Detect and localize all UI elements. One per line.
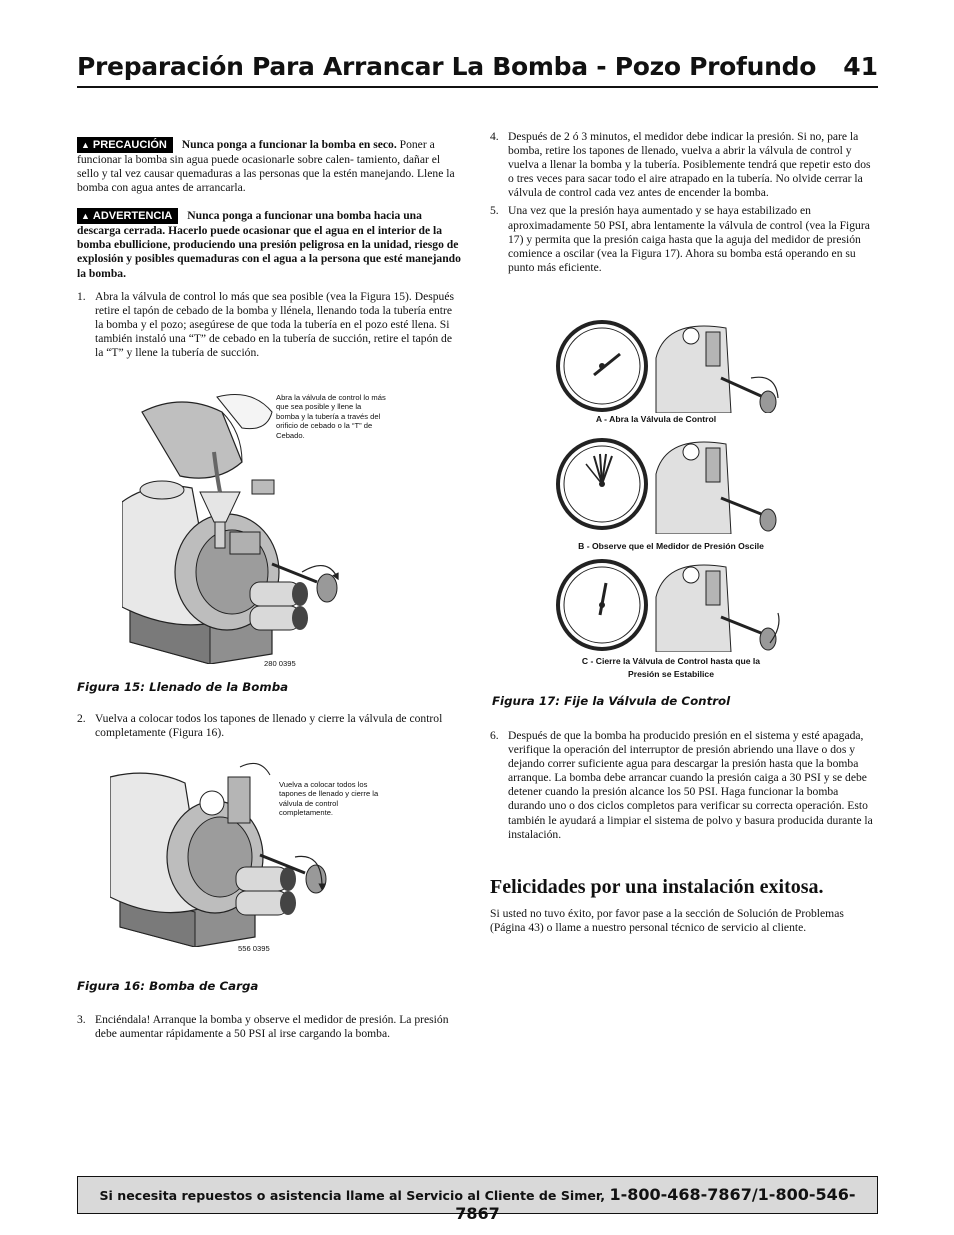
steps-list-2 — [77, 712, 463, 740]
steps-list-6 — [490, 729, 878, 842]
figure-17-panel-c — [556, 557, 786, 652]
figure-15-callout: Abra la válvula de control lo más que sea posible y llene la bomba y la tubería a través del orificio de cebado o la “T” de Cebado. — [276, 393, 386, 440]
steps-list-1 — [77, 290, 463, 360]
footer-text: Si necesita repuestos o asistencia llame al Servicio al Cliente de Simer, — [99, 1188, 610, 1203]
caution-badge: ▲ PRECAUCIÓN — [77, 137, 173, 153]
figure-15-caption: Figura 15: Llenado de la Bomba — [77, 680, 289, 694]
figure-17-label-b: B - Observe que el Medidor de Presión Oscile — [578, 541, 764, 551]
figure-15-part-number: 280 0395 — [264, 659, 296, 668]
success-text: Si usted no tuvo éxito, por favor pase a la sección de Solución de Problemas (Página 43) o llame a nuestro personal técnico de servicio al cliente. — [490, 907, 844, 935]
success-heading: Felicidades por una instalación exitosa. — [490, 876, 824, 898]
warning-text: Nunca ponga a funcionar una bomba hacia una descarga cerrada. Hacerlo puede ocasionar que el agua en el interior de la bomba ebullicione, produciendo una presión peligrosa en la unidad, riesgo de explosión y posibles quemaduras con el agua a la persona que esté manejando la bomba. — [77, 209, 461, 280]
warning-notice — [77, 208, 463, 280]
safety-notices — [77, 137, 463, 360]
step-3-block — [77, 1013, 463, 1041]
figure-17-label-a: A - Abra la Válvula de Control — [595, 414, 717, 424]
figure-16-caption: Figura 16: Bomba de Carga — [77, 979, 259, 993]
step-item: 2. Vuelva a colocar todos los tapones de llenado y cierre la válvula de control completamente (Figura 16). — [77, 712, 443, 740]
steps-list-3 — [77, 1013, 463, 1041]
page-number: 41 — [843, 52, 878, 81]
step-item: 4. Después de 2 ó 3 minutos, el medidor debe indicar la presión. Si no, pare la bomba, retire los tapones de llenado, vuelva a abrir la válvula de control y vuelva a llenar la bomba y la tubería. Posiblemente tendrá que repetir esto dos o tres veces para sacar todo el aire atrapado en la tubería. No olvide cerrar la válvula de control cada vez antes de encender la bomba. — [490, 130, 871, 200]
steps-4-5-block — [490, 130, 878, 275]
warning-triangle-icon: ▲ — [81, 211, 90, 222]
figure-17-caption: Figura 17: Fije la Válvula de Control — [492, 694, 731, 708]
step-item: 5. Una vez que la presión haya aumentado y se haya estabilizado en aproximadamente 50 PSI, abra lentamente la válvula de control (vea la Figura 17) y permita que la presión caiga hasta que la aguja del medidor de presión comience a oscilar (vea la Figura 17). Ahora su bomba está operando en su punto más eficiente. — [490, 204, 870, 274]
steps-list-4 — [490, 130, 878, 275]
warning-triangle-icon: ▲ — [81, 140, 90, 150]
step-item: 3. Enciéndala! Arranque la bomba y observe el medidor de presión. La presión debe aumentar rápidamente a 50 PSI al irse cargando la bomba. — [77, 1013, 449, 1041]
step-item: 6. Después de que la bomba ha producido presión en el sistema y esté apagada, verifique la operación del interruptor de presión abriendo una llave o dos y dejando correr suficiente agua para descargar la presión hasta que la bomba arranque. La bomba debe arrancar cuando la presión caiga a 30 PSI y se debe detener cuando la presión alcance los 50 PSI. Haga funcionar la bomba durando uno o dos ciclos completos para verificar su correcta operación. Esto también le ayudará a limpiar el sistema de polvo y basura producida durante la instalación. — [490, 729, 873, 841]
step-item: 1. Abra la válvula de control lo más que sea posible (vea la Figura 15). Después retire el tapón de cebado de la bomba y llénela, llenando toda la tubería entre la bomba y el pozo; asegúrese de que toda la tubería en el pozo esté llena. Si también instaló una “T” de cebado en la tubería de succión, retire el tapón de la “T” y llene la tubería de succión. — [77, 289, 454, 360]
figure-17-label-c: C - Cierre la Válvula de Control hasta que la Presión se Estabilice — [581, 656, 761, 679]
figure-16-part-number: 556 0395 — [238, 944, 270, 953]
caution-headline: Nunca ponga a funcionar la bomba en seco. — [181, 138, 397, 151]
caution-body: Poner a funcionar la bomba sin agua puede ocasionarle sobre calen- tamiento, dañar el sello y tal vez causar quemaduras a las personas que la estén manejando. Llene la bomba con agua antes de arrancarla. — [77, 138, 455, 195]
figure-17-panel-b — [556, 434, 786, 534]
support-phone-number: 1-800-468-7867/1-800-546-7867 — [455, 1185, 856, 1223]
page-header — [77, 52, 878, 88]
page-title: Preparación Para Arrancar La Bomba - Pozo Profundo — [77, 52, 817, 81]
warning-badge: ▲ ADVERTENCIA — [77, 208, 178, 224]
caution-notice — [77, 137, 463, 195]
step-2-block — [77, 712, 463, 740]
step-6-block — [490, 729, 878, 842]
figure-17-panel-a — [556, 318, 786, 413]
figure-16-callout: Vuelva a colocar todos los tapones de llenado y cierre la válvula de control completamente. — [279, 780, 379, 818]
support-footer — [77, 1176, 878, 1223]
